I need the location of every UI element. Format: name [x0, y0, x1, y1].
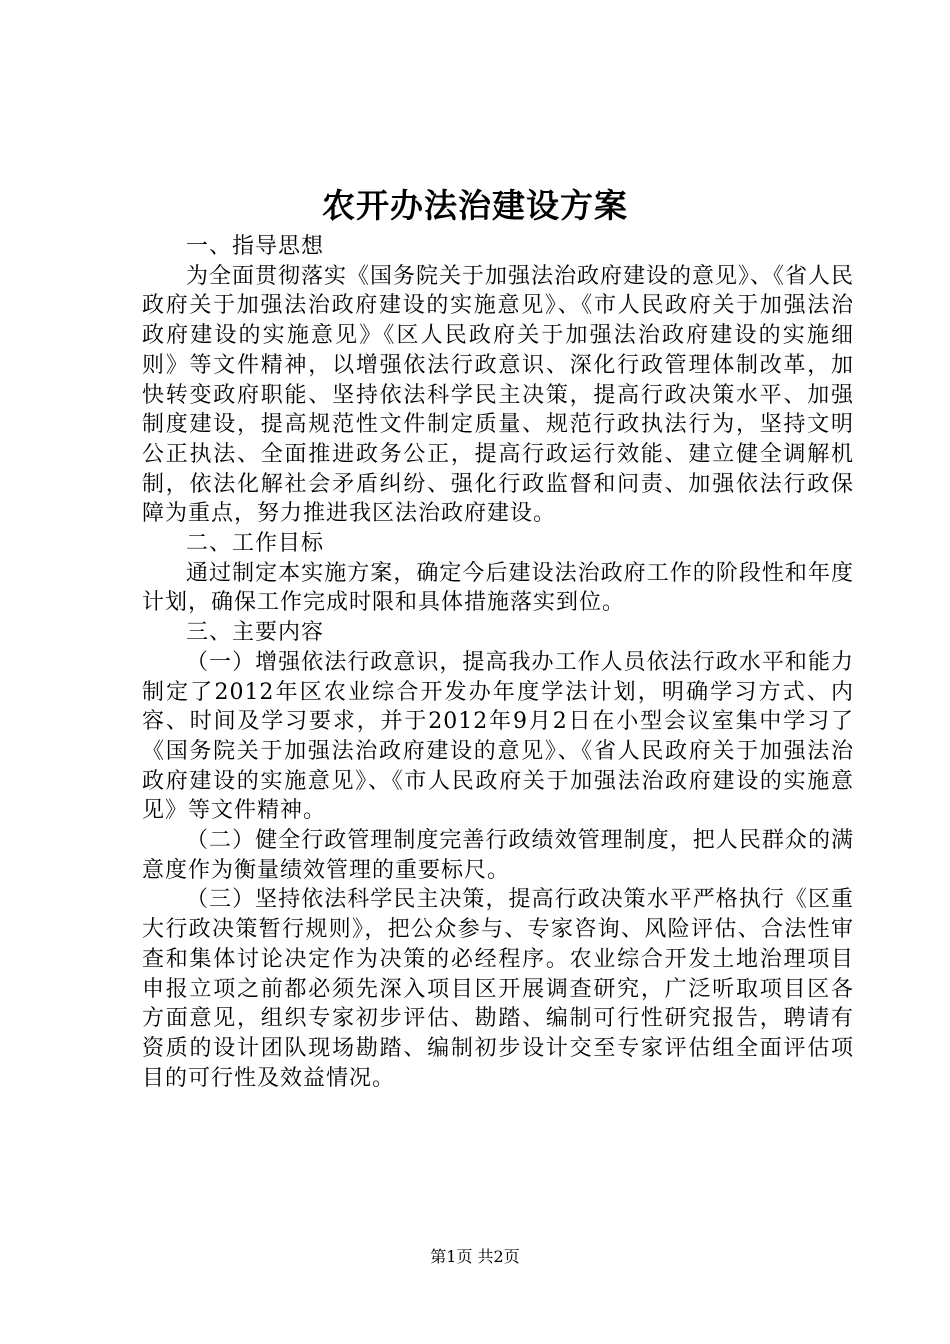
paragraph-item-3: （三）坚持依法科学民主决策，提高行政决策水平严格执行《区重大行政决策暂行规则》，把公众参与、专家咨询、风险评估、合法性审查和集体讨论决定作为决策的必经程序。农业综合开发土地治理项目申报立项之前都必须先深入项目区开展调查研究，广泛听取项目区各方面意见，组织专家初步评估、勘踏、编制可行性研究报告，聘请有资质的设计团队现场勘踏、编制初步设计交至专家评估组全面评估项目的可行性及效益情况。: [142, 887, 854, 1091]
section-heading-guiding-ideology: 一、指导思想: [186, 234, 325, 259]
paragraph-work-goals: 通过制定本实施方案，确定今后建设法治政府工作的阶段性和年度计划，确保工作完成时限和具体措施落实到位。: [142, 560, 854, 616]
document-title: 农开办法治建设方案: [322, 186, 628, 225]
page-number-footer: 第1页 共2页: [430, 1247, 520, 1266]
document-body: [142, 232, 854, 1093]
paragraph-item-1: （一）增强依法行政意识，提高我办工作人员依法行政水平和能力制定了2012年区农业综合开发办年度学法计划，明确学习方式、内容、时间及学习要求，并于2012年9月2日在小型会议室集中学习了《国务院关于加强法治政府建设的意见》、《省人民政府关于加强法治政府建设的实施意见》、《市人民政府关于加强法治政府建设的实施意见》等文件精神。: [142, 649, 854, 824]
section-heading-main-content: 三、主要内容: [186, 620, 325, 646]
section-heading-work-goals: 二、工作目标: [186, 531, 325, 557]
paragraph-guiding-ideology: 为全面贯彻落实《国务院关于加强法治政府建设的意见》、《省人民政府关于加强法治政府建设的实施意见》、《市人民政府关于加强法治政府建设的实施意见》《区人民政府关于加强法治政府建设的实施细则》等文件精神，以增强依法行政意识、深化行政管理体制改革，加快转变政府职能、坚持依法科学民主决策，提高行政决策水平、加强制度建设，提高规范性文件制定质量、规范行政执法行为，坚持文明公正执法、全面推进政务公正，提高行政运行效能、建立健全调解机制，依法化解社会矛盾纠纷、强化行政监督和问责、加强依法行政保障为重点，努力推进我区法治政府建设。: [142, 263, 855, 527]
paragraph-item-2: （二）健全行政管理制度完善行政绩效管理制度，把人民群众的满意度作为衡量绩效管理的重要标尺。: [142, 828, 854, 883]
